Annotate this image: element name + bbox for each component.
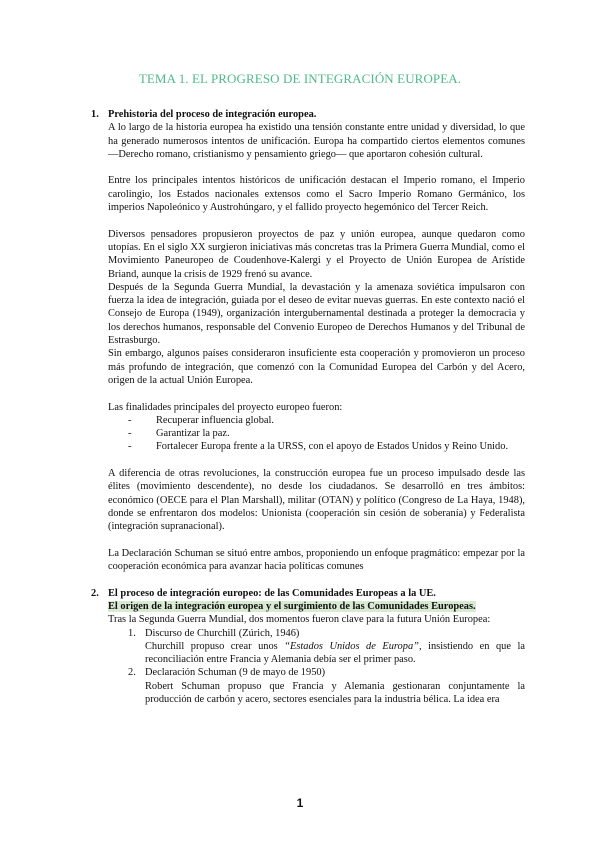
section-2-heading-text: El proceso de integración europeo: de las Comunidades Europeas a la UE. — [108, 587, 436, 599]
section-2-body — [91, 600, 525, 706]
list-number: 2. — [128, 667, 136, 679]
document-body — [91, 108, 525, 706]
paragraph: Sin embargo, algunos países consideraron insuficiente esta cooperación y promovieron un proceso más profundo de integración, que comenzó con la Comunidad Europea del Carbón y del Acero, origen de la actual Unión Europea. — [108, 348, 525, 386]
section-2-heading — [91, 587, 525, 600]
document-title: TEMA 1. EL PROGRESO DE INTEGRACIÓN EUROPEA. — [138, 71, 462, 86]
section-1-heading-text: Prehistoria del proceso de integración europea. — [108, 109, 317, 120]
highlighted-subheading: El origen de la integración europea y el surgimiento de las Comunidades Europeas. — [108, 600, 476, 612]
list-item-body — [145, 640, 525, 667]
paragraph: Tras la Segunda Guerra Mundial, dos momentos fueron clave para la futura Unión Europea: — [108, 614, 491, 626]
list-number: 1. — [128, 627, 136, 639]
list-item — [128, 427, 525, 440]
goals-list — [108, 414, 525, 454]
paragraph: Diversos pensadores propusieron proyectos de paz y unión europea, aunque quedaron como utopías. En el siglo XX surgieron iniciativas más concretas tras la Primera Guerra Mundial, como el Movimiento Paneuropeo de Coudenhove-Kalergi y el Proyecto de Unión Europea de Arístide Briand, aunque la crisis de 1929 frenó su avance. — [108, 228, 525, 280]
body-text: , insistiendo en que la reconciliación entre Francia y Alemania debía ser el primer paso. — [145, 640, 526, 666]
list-item-body: Robert Schuman propuso que Francia y Alemania gestionaran conjuntamente la producción de carbón y acero, sectores esenciales para la industria bélica. La idea era — [145, 680, 525, 706]
list-item-text: Recuperar influencia global. — [156, 414, 274, 426]
paragraph: A lo largo de la historia europea ha existido una tensión constante entre unidad y diversidad, lo que ha generado numerosos intentos de unificación. Europa ha compartido ciertos elementos comunes —Derecho romano, cristianismo y pensamiento griego— que aportaron cohesión cultural. — [108, 122, 525, 160]
body-text: Churchill propuso crear unos — [145, 640, 285, 652]
paragraph: Después de la Segunda Guerra Mundial, la devastación y la amenaza soviética impulsaron con fuerza la idea de integración, guiada por el deseo de evitar nuevas guerras. En este contexto nació el Consejo de Europa (1949), organización intergubernamental destinada a proteger la democracia y los derechos humanos, responsable del Convenio Europeo de Derechos Humanos y del Tribunal de Estrasburgo. — [108, 281, 525, 347]
list-item — [128, 627, 525, 667]
key-moments-list — [108, 627, 525, 707]
section-1-body — [91, 121, 525, 573]
paragraph: La Declaración Schuman se situó entre ambos, proponiendo un enfoque pragmático: empezar por la cooperación económica para avanzar hacia políticas comunes — [108, 547, 525, 573]
list-item-title: Discurso de Churchill (Zúrich, 1946) — [145, 627, 300, 639]
section-2-number: 2. — [91, 587, 99, 599]
section-1-number: 1. — [91, 109, 99, 120]
dash-bullet: - — [128, 414, 132, 426]
list-item — [128, 440, 525, 453]
list-item — [128, 666, 525, 706]
list-item — [128, 414, 525, 427]
list-item-text: Garantizar la paz. — [156, 428, 230, 440]
goals-intro: Las finalidades principales del proyecto europeo fueron: — [108, 401, 343, 413]
list-item-text: Fortalecer Europa frente a la URSS, con el apoyo de Estados Unidos y Reino Unido. — [156, 441, 509, 453]
quoted-text: “Estados Unidos de Europa” — [284, 640, 419, 652]
paragraph: A diferencia de otras revoluciones, la construcción europea fue un proceso impulsado desde las élites (movimiento descendente), no desde los ciudadanos. Se desarrolló en tres ámbitos: económico (OECE para el Plan Marshall), militar (OTAN) y político (Congreso de La Haya, 1948), donde se enfrentaron dos modelos: Unionista (cooperación sin cesión de soberanía) y Federalista (integración supranacional). — [108, 468, 525, 533]
paragraph: Entre los principales intentos históricos de unificación destacan el Imperio romano, el Imperio carolingio, los Estados nacionales extensos como el Sacro Imperio Romano Germánico, los imperios Napoleónico y Austrohúngaro, y el fallido proyecto hegemónico del Tercer Reich. — [108, 175, 525, 214]
dash-bullet: - — [128, 441, 132, 453]
list-item-title: Declaración Schuman (9 de mayo de 1950) — [145, 667, 326, 679]
dash-bullet: - — [128, 428, 132, 440]
section-1-heading — [91, 108, 525, 121]
page-number: 1 — [296, 796, 304, 810]
